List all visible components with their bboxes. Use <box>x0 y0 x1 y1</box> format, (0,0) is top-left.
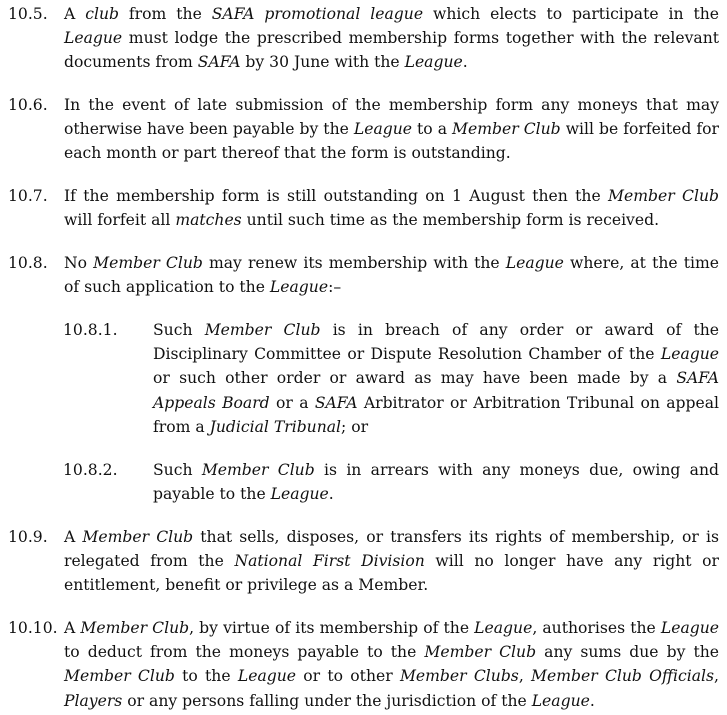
text-run: or a <box>269 393 315 412</box>
text-run: . <box>462 53 468 72</box>
text-run: which elects to participate in the <box>423 5 720 23</box>
subclause-10-8-1 <box>0 318 727 439</box>
italic-term: Players <box>64 691 123 710</box>
clause-text <box>64 93 719 166</box>
clause-10-7 <box>0 184 727 232</box>
text-run: . <box>589 691 595 710</box>
italic-term: League <box>474 619 533 637</box>
italic-term: League <box>269 278 329 297</box>
italic-term: club <box>85 5 119 23</box>
clause-number: 10.9. <box>8 528 48 546</box>
italic-term: Member Club <box>64 667 175 686</box>
italic-term: Member Club <box>82 528 194 546</box>
text-run: where, at the time of such application to the <box>64 254 719 297</box>
text-run: No <box>64 254 94 272</box>
text-run: to a <box>412 120 453 139</box>
text-run: In the event of late submission of the membership form any moneys that may otherwise have been payable by the <box>64 96 719 139</box>
clause-10-8 <box>0 251 727 299</box>
text-run: , <box>518 667 532 686</box>
text-run: Arbitrator or Arbitration Tribunal on appeal from a <box>153 393 720 436</box>
italic-term: matches <box>175 211 242 230</box>
text-run: may renew its membership with the <box>202 254 506 272</box>
italic-term: SAFA Appeals Board <box>153 369 719 412</box>
clause-text <box>64 251 719 299</box>
italic-term: Member Clubs <box>399 667 519 686</box>
italic-term: League <box>353 120 413 139</box>
italic-term: SAFA promotional league <box>211 5 424 23</box>
text-run: to deduct from the moneys payable to the <box>64 643 425 662</box>
text-run: will forfeit all <box>64 211 176 230</box>
text-run: is in arrears with any moneys due, owing and payable to the <box>153 461 719 504</box>
italic-term: League <box>660 345 719 364</box>
text-run: A <box>64 5 86 23</box>
clause-10-5 <box>0 2 727 75</box>
subclause-number: 10.8.2. <box>63 461 118 479</box>
clause-number: 10.7. <box>8 187 48 205</box>
italic-term: League <box>237 667 296 686</box>
text-run: ; or <box>341 417 369 436</box>
italic-term: League <box>660 619 720 637</box>
italic-term: League <box>404 53 463 72</box>
text-run: to the <box>174 667 238 686</box>
text-run: :– <box>328 278 342 297</box>
text-run: Such <box>153 321 205 339</box>
italic-term: National First Division <box>234 552 425 571</box>
text-run: or any persons falling under the jurisdiction of the <box>122 691 532 710</box>
clause-number: 10.8. <box>8 254 48 272</box>
italic-term: Member Club <box>452 120 561 139</box>
italic-term: SAFA <box>197 53 241 72</box>
text-run: from the <box>118 5 212 23</box>
clause-number: 10.5. <box>8 5 48 23</box>
italic-term: League <box>64 29 123 48</box>
text-run: Such <box>153 461 202 479</box>
text-run: will be forfeited for each month or part thereof that the form is outstanding. <box>64 120 719 163</box>
italic-term: SAFA <box>314 393 358 412</box>
clause-text <box>64 2 719 75</box>
text-run: must lodge the prescribed membership forms together with the relevant documents from <box>64 29 719 72</box>
subclause-text <box>153 458 719 506</box>
clause-number: 10.10. <box>8 619 58 637</box>
italic-term: Member Club <box>201 461 315 479</box>
text-run: . <box>328 485 334 504</box>
text-run: that sells, disposes, or transfers its rights of membership, or is relegated from the <box>64 528 719 571</box>
text-run: or to other <box>296 667 400 686</box>
text-run: , by virtue of its membership of the <box>189 619 475 637</box>
italic-term: Judicial Tribunal <box>209 417 342 436</box>
clause-10-6 <box>0 93 727 166</box>
italic-term: League <box>505 254 564 272</box>
italic-term: Member Club <box>80 619 190 637</box>
clause-text <box>64 525 719 598</box>
clause-text <box>64 616 719 713</box>
clause-10-10 <box>0 616 727 713</box>
clause-text <box>64 184 719 232</box>
subclause-number: 10.8.1. <box>63 321 118 339</box>
text-run: will no longer have any right or entitlement, benefit or privilege as a Member. <box>64 552 720 595</box>
clause-number: 10.6. <box>8 96 48 114</box>
text-run: If the membership form is still outstanding on 1 August then the <box>64 187 609 205</box>
italic-term: League <box>531 691 590 710</box>
text-run: by 30 June with the <box>240 53 405 72</box>
italic-term: Member Club <box>204 321 321 339</box>
italic-term: Member Club <box>424 643 537 662</box>
italic-term: Member Club <box>608 187 719 205</box>
text-run: , <box>714 667 719 686</box>
italic-term: League <box>270 485 329 504</box>
clause-10-9 <box>0 525 727 598</box>
text-run: A <box>64 528 83 546</box>
text-run: or such other order or award as may have been made by a <box>153 369 677 388</box>
text-run: A <box>64 619 81 637</box>
text-run: until such time as the membership form is received. <box>241 211 660 230</box>
text-run: , authorises the <box>532 619 661 637</box>
italic-term: Member Club <box>93 254 203 272</box>
text-run: is in breach of any order or award of the Disciplinary Committee or Dispute Resolution Chamber of the <box>153 321 719 364</box>
italic-term: Member Club Officials <box>531 667 714 686</box>
subclause-10-8-2 <box>0 458 727 506</box>
subclause-text <box>153 318 719 439</box>
text-run: any sums due by the <box>536 643 719 662</box>
